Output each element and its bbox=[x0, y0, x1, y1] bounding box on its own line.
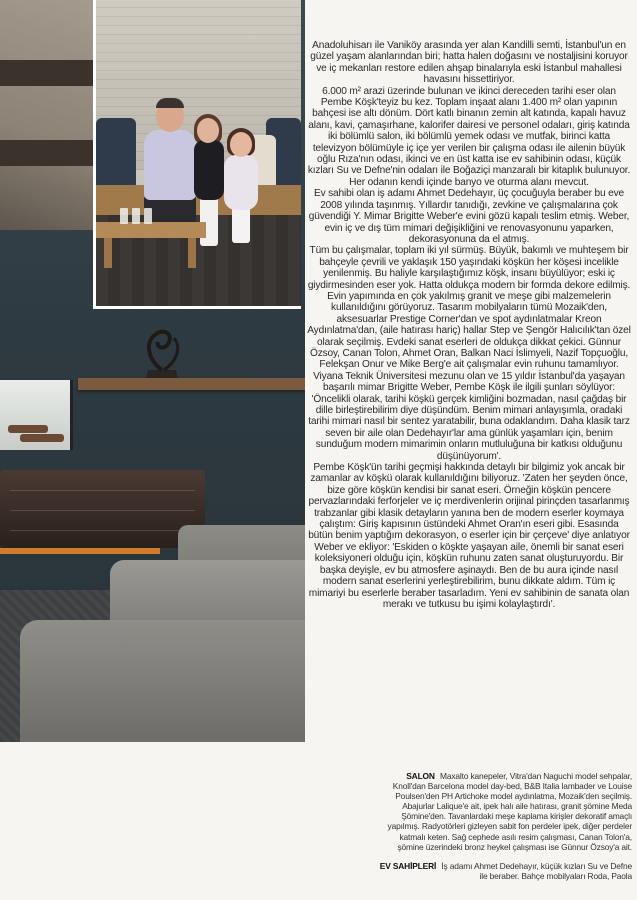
photo-captions bbox=[378, 771, 632, 890]
girl bbox=[200, 196, 218, 246]
sofa-seat bbox=[20, 620, 305, 742]
article-paragraph: 6.000 m² arazi üzerinde bulunan ve ikinci dereceden tarihi eser olan Pembe Köşk'teyiz bu kez. Toplam inşaat alanı 1.400 m² olan yapının bahçesi ise altı dönüm. Dört katlı binanın zemin alt katında, kapalı havuz alanı, kavi, çamaşırhane, kalorifer dairesi ve personel odaları, giriş katında iki bölümlü salon, iki bölümlü yemek odası ve mutfak, birinci katta televizyon bölümüyle iç içe yer verilen bir çalışma odası ile ailenin büyük oğlu Rıza'nın odası, ikinci ve en üst katta ise ev sahibinin odası, küçük kızları Su ve Defne'nin odaları ile Boğaziçi manzaralı bir kitaplık bulunuyor. Her odanın kendi içinde banyo ve oturma alanı mevcut. bbox=[307, 85, 631, 188]
fireplace-mantel bbox=[78, 378, 305, 390]
man-hair bbox=[156, 98, 184, 108]
caption-label: EV SAHİPLERİ bbox=[379, 860, 437, 871]
caption-owners bbox=[378, 861, 632, 881]
article-paragraph: Ev sahibi olan iş adamı Ahmet Dedehayır, üç çocuğuyla beraber bu eve 2008 yılında taşınmış. Yıllardır tanıdığı, zevkine ve çalışmalarına çok güvendiği Y. Mimar Brigitte Weber'e evini gözü kapalı teslim etmiş. Weber, evin iç ve dış tüm mimari değişikliğini ve renovasyonunu yaparken, dekorasyonuna da el atmış. bbox=[308, 188, 630, 245]
article-paragraph: Viyana Teknik Üniversitesi mezunu olan ve 15 yıldır İstanbul'da yaşayan başarılı mimar Brigitte Weber, Pembe Köşk ile ilgili şunları söylüyor: 'Öncelikli olarak, tarihi köşkü gerçek kimliğini bozmadan, nasıl çağdaş bir dille birleştirebilirim diye düşündüm. Benim mimari anlayışımla, oradaki tarihi mimari nasıl bir sentez yaratabilir, buna odaklandım. Daha klasik tarz seven bir aile olan Dedehayır'lar ama günlük yaşamları için, benim sunduğum modern mimarimin onların mutluluğuna bir katkısı olduğunu düşünüyorum'. bbox=[308, 370, 630, 462]
table-leg bbox=[188, 238, 196, 268]
ceiling-beam bbox=[0, 140, 95, 166]
table-leg bbox=[104, 238, 112, 268]
girl-head bbox=[197, 118, 219, 143]
ceiling bbox=[0, 0, 95, 230]
caption-text: Maxalto kanepeler, Vitra'dan Naguchi model sehpalar, Knoll'dan Barcelona model day-bed, B&B Italia lambader ve Louise Poulsen'den PH Artichoke model aydınlatma, Mozaik'den seçilmiş. Abajurlar Lalique'e ait, ipek halı aile hatırası, granit şömine Meda Şömine'den. Tavanlardaki meşe kaplama kirişler dekoratif amaçlı yapılmış. Radyotörleri gizleyen sabit fon perdeler ipek, diğer perdeler katmalı keten. Sağ cephede asılı resim çalışması, Canan Tolon'a, şömine üzerindeki bronz heykel çalışması ise Günnur Özsoy'a ait. bbox=[387, 771, 632, 852]
coffee-table bbox=[96, 222, 206, 238]
ceiling-beam bbox=[0, 60, 95, 86]
glass bbox=[144, 208, 152, 224]
bronze-sculpture bbox=[138, 320, 186, 380]
caption-salon bbox=[378, 771, 632, 852]
glass bbox=[120, 208, 128, 224]
cushion bbox=[96, 118, 136, 190]
daybed-stitch bbox=[10, 530, 195, 531]
caption-text: İş adamı Ahmet Dedehayır, küçük kızları Su ve Defne ile beraber. Bahçe mobilyaları Roda, Paola bbox=[441, 860, 632, 881]
man bbox=[144, 130, 196, 200]
daybed-stitch bbox=[10, 510, 195, 511]
article-paragraph: Tüm bu çalışmalar, toplam iki yıl sürmüş. Büyük, bakımlı ve muhteşem bir bahçeyle çevrili ve yaklaşık 150 yaşındaki köşkün her köşesi incelikle yenilenmiş. Bu haliyle karşılaştığımız köşk, insanı büyülüyor; eski iç giydirmesinden eser yok. Hatta oldukça modern bir formda dekore edilmiş. bbox=[307, 245, 631, 291]
article-paragraph: Evin yapımında en çok yakılmış granit ve meşe gibi malzemelerin kullanıldığını görüyoruz. Tasarım mobilyaların tümü Mozaik'den, aksesuarlar Prestige Corner'dan ve spot aydınlatmalar Kreon Aydınlatma'dan, (aile hatırası hariç) hallar Step ve Şengör Halıcılık'tan özel olarak seçilmiş. Evdeki sanat eserleri de oldukça dikkat çekici. Günnur Özsoy, Canan Tolon, Ahmet Oran, Balkan Naci İslimyeli, Nazif Topçuoğlu, Felekşan Onur ve Mike Berg'e ait çalışmalar evin ruhunu tamamlıyor. bbox=[307, 290, 631, 371]
leather-daybed bbox=[0, 470, 205, 548]
daybed-stitch bbox=[10, 490, 195, 491]
girl bbox=[194, 140, 224, 200]
girl bbox=[224, 155, 258, 210]
fire-log bbox=[8, 425, 48, 433]
caption-label: SALON bbox=[406, 771, 435, 781]
daybed-frame bbox=[0, 548, 160, 554]
glass bbox=[132, 208, 140, 224]
article-paragraph: Anadoluhisarı ile Vaniköy arasında yer alan Kandilli semti, İstanbul'un en güzel yaşam alanlarından biri; hatta halen doğasını ve nostaljisini koruyor ve iç mekanları restore edilen ahşap binalarıyla eski İstanbul mahallesi havasını hissettiriyor. bbox=[310, 40, 628, 86]
article-body bbox=[306, 40, 632, 610]
girl bbox=[232, 205, 250, 243]
article-paragraph: Pembe Köşk'ün tarihi geçmişi hakkında detaylı bir bilgimiz yok ancak bir zamanlar av köşkü olarak kullanıldığını biliyoruz. 'Zaten her şeyden önce, bize göre köşkün kendisi bir sanat eseri. Örneğin köşkün pencere pervazlarındaki ferforjeler ve iç merdivenlerin orijinal pirinçden tasarlanmış trabzanlar gibi klasik detayların yanına ben de modern eserler koymaya çalıştım: Giriş kapısının üstündeki Ahmet Oran'ın eseri gibi. Esasında bütün benim yaptığım dekorasyon, o eserler için bir çerçeve' diye anlatıyor Weber ve ekliyor: 'Eskiden o köşkte yaşayan aile, önemli bir sanat eseri koleksiyoneri olduğu için, köşkün ruhunu zaten sanat oluşturuyordu. Bir başka deyişle, ev bu atmosfere aşinaydı. Ben de bu aura içinde nasıl modern sanat eserlerini yerleştirebilirim, bunu dikkate aldım. Tüm iç mimariyi bu eserlerle beraber tasarladım. Yeni ev sahibinin de sanata olan merakı ve tutkusu bu işimi kolaylaştırdı'. bbox=[308, 462, 630, 610]
girl-head bbox=[230, 132, 252, 157]
family-photo bbox=[93, 0, 301, 309]
fire-log bbox=[20, 434, 64, 442]
